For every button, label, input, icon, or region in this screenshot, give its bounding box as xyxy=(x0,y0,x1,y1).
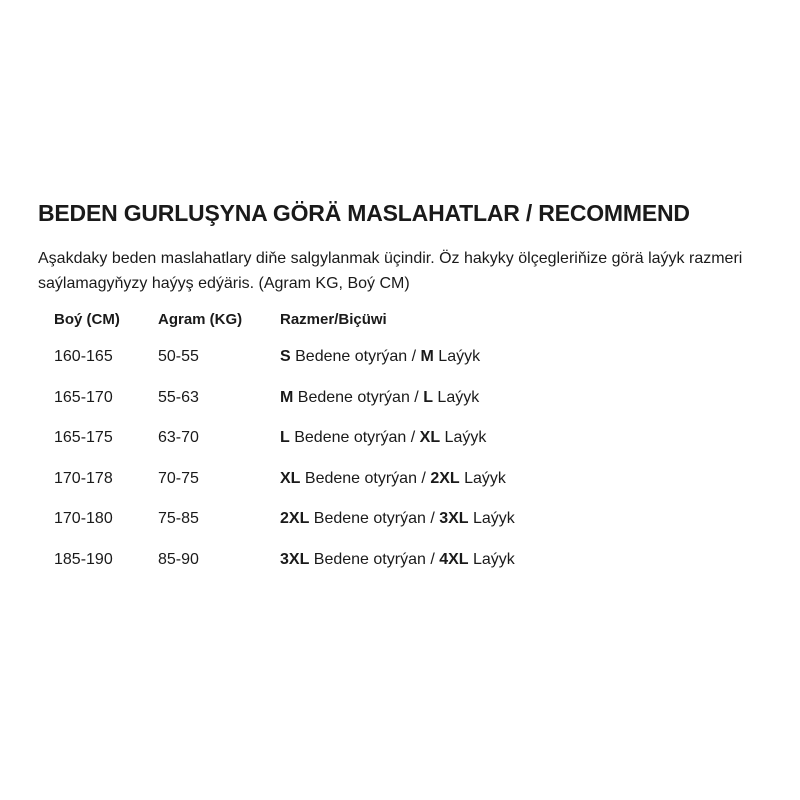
size-cell xyxy=(264,429,778,447)
table-row xyxy=(38,418,778,459)
weight-cell: 70-75 xyxy=(158,469,199,487)
size-table xyxy=(38,301,778,580)
table-row xyxy=(38,540,778,581)
height-cell: 185-190 xyxy=(54,550,113,568)
fit-text: Bedene otyrýan / xyxy=(309,550,440,568)
table-header-row xyxy=(38,301,778,337)
header-weight: Agram (KG) xyxy=(158,310,243,328)
recommended-text: Laýyk xyxy=(468,550,515,568)
size-cell xyxy=(264,510,778,528)
fit-text: Bedene otyrýan / xyxy=(290,348,421,366)
recommended-text: Laýyk xyxy=(433,348,481,366)
recommended-size: M xyxy=(420,348,434,366)
fit-size: XL xyxy=(280,469,301,487)
weight-cell: 50-55 xyxy=(158,348,199,366)
recommended-size: 3XL xyxy=(439,510,469,528)
height-cell: 170-180 xyxy=(54,510,113,528)
weight-cell: 75-85 xyxy=(158,510,199,528)
weight-cell: 55-63 xyxy=(158,388,199,406)
fit-text: Bedene otyrýan / xyxy=(289,429,420,447)
height-cell: 165-175 xyxy=(54,429,113,447)
description-text: Aşakdaky beden maslahatlary diňe salgylanmak üçindir. Öz hakyky ölçegleriňize görä laýyk razmeri saýlamagyňyzy haýyş edýäris. (Agram KG, Boý CM) xyxy=(38,250,743,292)
weight-cell: 63-70 xyxy=(158,429,199,447)
size-guide xyxy=(38,200,778,580)
fit-size: S xyxy=(280,348,291,366)
table-row xyxy=(38,378,778,419)
height-cell: 160-165 xyxy=(54,348,113,366)
weight-cell: 85-90 xyxy=(158,550,199,568)
fit-text: Bedene otyrýan / xyxy=(300,469,431,487)
recommended-text: Laýyk xyxy=(432,388,480,406)
recommended-text: Laýyk xyxy=(468,510,515,528)
recommended-size: L xyxy=(423,388,433,406)
table-row xyxy=(38,499,778,540)
fit-size: 2XL xyxy=(280,510,310,528)
fit-size: M xyxy=(280,388,294,406)
table-row xyxy=(38,337,778,378)
header-height: Boý (CM) xyxy=(54,310,120,328)
recommended-text: Laýyk xyxy=(459,469,506,487)
recommended-size: 4XL xyxy=(439,550,469,568)
fit-text: Bedene otyrýan / xyxy=(293,388,424,406)
page-title: BEDEN GURLUŞYNA GÖRÄ MASLAHATLAR / RECOMMEND xyxy=(38,200,690,226)
recommended-text: Laýyk xyxy=(440,429,487,447)
header-size: Razmer/Biçüwi xyxy=(280,310,387,328)
fit-text: Bedene otyrýan / xyxy=(309,510,440,528)
fit-size: 3XL xyxy=(280,550,310,568)
size-cell xyxy=(264,470,778,488)
height-cell: 165-170 xyxy=(54,388,113,406)
size-cell xyxy=(264,551,778,569)
table-row xyxy=(38,459,778,500)
recommended-size: XL xyxy=(419,429,441,447)
size-cell xyxy=(264,389,778,407)
size-cell xyxy=(264,348,778,366)
fit-size: L xyxy=(280,429,290,447)
height-cell: 170-178 xyxy=(54,469,113,487)
recommended-size: 2XL xyxy=(430,469,460,487)
